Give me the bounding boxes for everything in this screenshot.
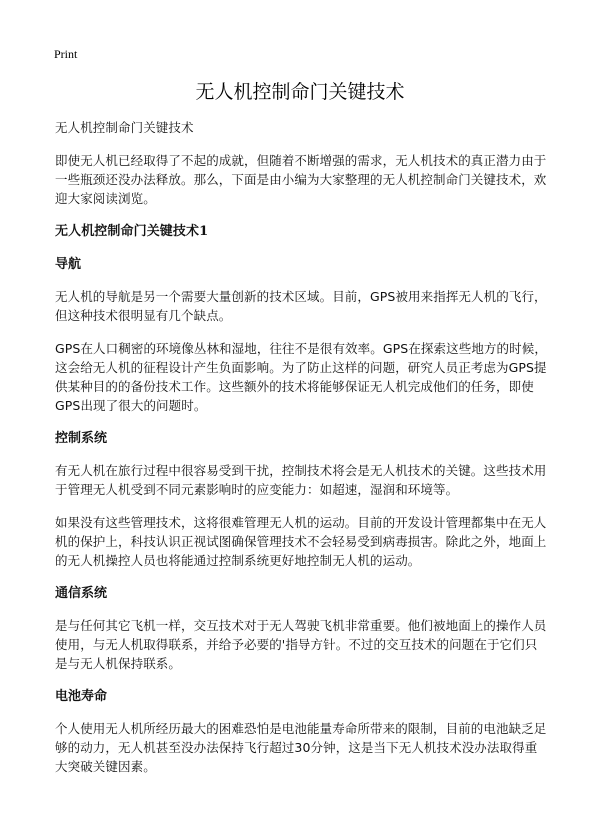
control-paragraph-1: 有无人机在旅行过程中很容易受到干扰，控制技术将会是无人机技术的关键。这些技术用于管理无人机受到不同元素影响时的应变能力：如超速，湿润和环境等。 (55, 463, 547, 497)
navigation-paragraph-1: 无人机的导航是另一个需要大量创新的技术区域。目前，GPS被用来指挥无人机的飞行，但这种技术很明显有几个缺点。 (55, 289, 547, 323)
print-label[interactable]: Print (54, 47, 78, 61)
navigation-paragraph-2: GPS在人口稠密的环境像丛林和湿地，往往不是很有效率。GPS在探索这些地方的时候，这会给无人机的征程设计产生负面影响。为了防止这样的问题，研究人员正考虑为GPS提供某种目的的备份技术工作。这些额外的技术将能够保证无人机完成他们的任务，即使GPS出现了很大的问题时。 (55, 341, 547, 413)
control-paragraph-2: 如果没有这些管理技术，这将很难管理无人机的运动。目前的开发设计管理都集中在无人机的保护上，科技认识正视试图确保管理技术不会轻易受到病毒损害。除此之外，地面上的无人机操控人员也将能通过控制系统更好地控制无人机的运动。 (55, 515, 547, 568)
battery-paragraph-1: 个人使用无人机所经历最大的困难恐怕是电池能量寿命所带来的限制，目前的电池缺乏足够的动力，无人机甚至没办法保持飞行超过30分钟，这是当下无人机技术没办法取得重大突破关键因素。 (55, 721, 547, 774)
intro-paragraph: 即使无人机已经取得了不起的成就，但随着不断增强的需求，无人机技术的真正潜力由于一些瓶颈还没办法释放。那么，下面是由小编为大家整理的无人机控制命门关键技术，欢迎大家阅读浏览。 (55, 153, 547, 206)
section-heading-navigation: 导航 (55, 257, 82, 272)
section-heading-communication: 通信系统 (55, 586, 108, 601)
document-body (55, 118, 548, 790)
section-heading-battery: 电池寿命 (55, 689, 108, 704)
main-section-heading: 无人机控制命门关键技术1 (55, 224, 209, 239)
section-heading-control-system: 控制系统 (55, 431, 108, 446)
document-subtitle: 无人机控制命门关键技术 (55, 120, 194, 135)
communication-paragraph-1: 是与任何其它飞机一样，交互技术对于无人驾驶飞机非常重要。他们被地面上的操作人员使用，与无人机取得联系，并给予必要的'指导方针。不过的交互技术的问题在于它们只是与无人机保持联系。 (55, 618, 547, 671)
page-title: 无人机控制命门关键技术 (195, 81, 405, 103)
